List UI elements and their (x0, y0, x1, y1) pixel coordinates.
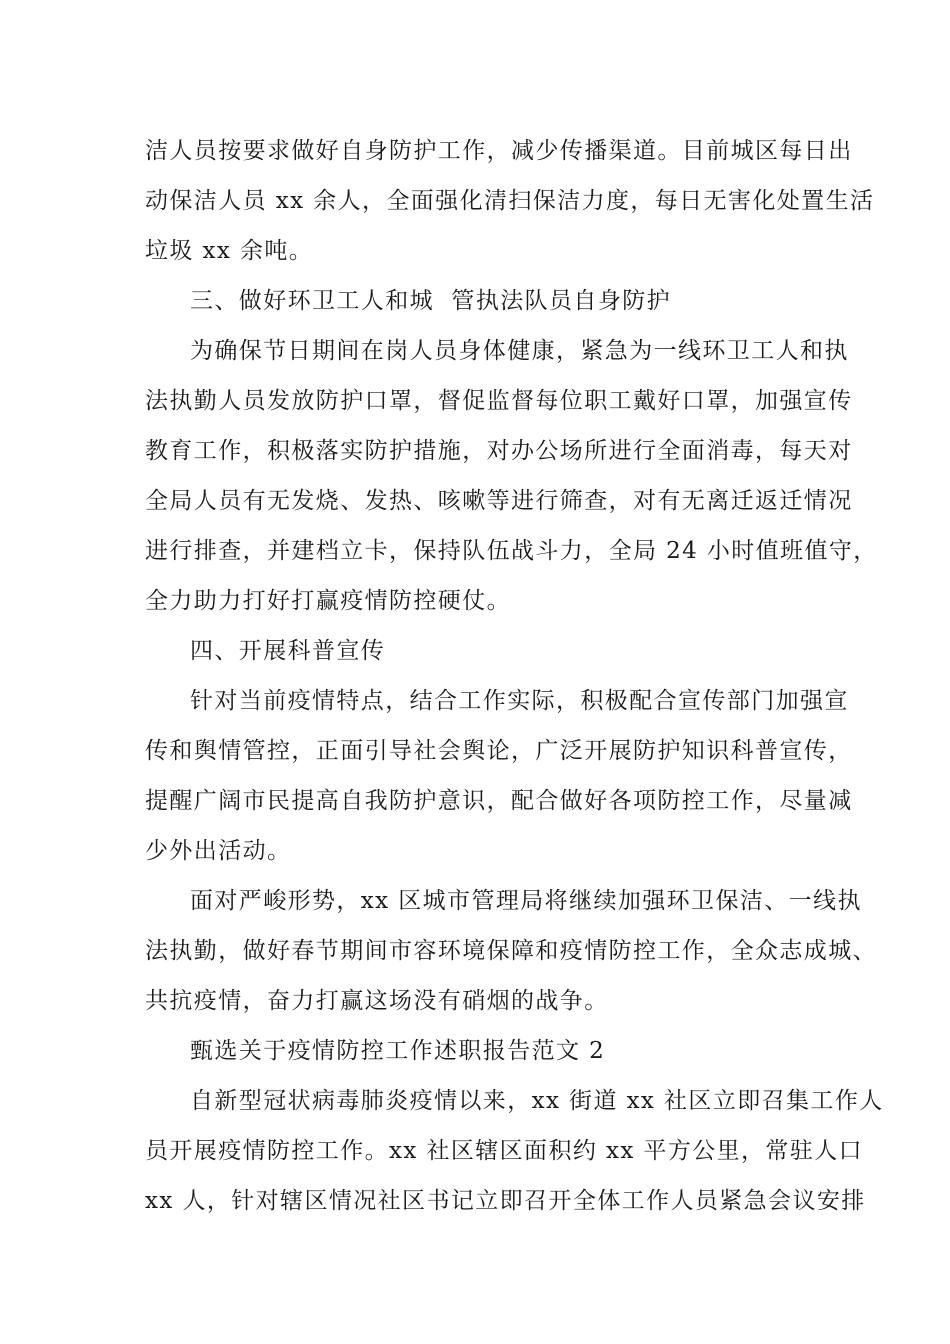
text-line: 为确保节日期间在岗人员身体健康，紧急为一线环卫工人和执 (190, 338, 849, 364)
text-line: 法执勤人员发放防护口罩，督促监督每位职工戴好口罩，加强宣传 (145, 388, 853, 414)
section-heading: 三、做好环卫工人和城 管执法队员自身防护 (190, 288, 672, 314)
text-line: 共抗疫情，奋力打赢这场没有硝烟的战争。 (145, 988, 609, 1014)
text-line: 面对严峻形势，xx 区城市管理局将继续加强环卫保洁、一线执 (190, 888, 862, 914)
text-line: 全局人员有无发烧、发热、咳嗽等进行筛查，对有无离迁返迁情况 (145, 488, 853, 514)
text-line: 提醒广阔市民提高自我防护意识，配合做好各项防控工作，尽量减 (145, 788, 853, 814)
text-line: 教育工作，积极落实防护措施，对办公场所进行全面消毒，每天对 (145, 438, 853, 464)
text-line: 法执勤，做好春节期间市容环境保障和疫情防控工作，全众志成城、 (145, 938, 877, 964)
text-line: 自新型冠状病毒肺炎疫情以来，xx 街道 xx 社区立即召集工作人 (190, 1088, 884, 1114)
text-line: 员开展疫情防控工作。xx 社区辖区面积约 xx 平方公里，常驻人口 (145, 1138, 864, 1164)
text-line: 传和舆情管控，正面引导社会舆论，广泛开展防护知识科普宣传， (145, 738, 853, 764)
text-line: 全力助力打好打赢疫情防控硬仗。 (145, 588, 511, 614)
section-heading: 四、开展科普宣传 (190, 638, 386, 664)
text-line: 进行排查，并建档立卡，保持队伍战斗力，全局 24 小时值班值守， (145, 538, 878, 564)
section-title: 甄选关于疫情防控工作述职报告范文 2 (190, 1038, 606, 1064)
text-line: 动保洁人员 xx 余人，全面强化清扫保洁力度，每日无害化处置生活 (145, 188, 875, 214)
text-line: 针对当前疫情特点，结合工作实际，积极配合宣传部门加强宣 (190, 688, 849, 714)
text-line: 少外出活动。 (145, 838, 292, 864)
text-line: 垃圾 xx 余吨。 (145, 238, 314, 264)
text-line: 洁人员按要求做好自身防护工作，减少传播渠道。目前城区每日出 (145, 138, 853, 164)
text-line: xx 人，针对辖区情况社区书记立即召开全体工作人员紧急会议安排 (145, 1188, 866, 1214)
